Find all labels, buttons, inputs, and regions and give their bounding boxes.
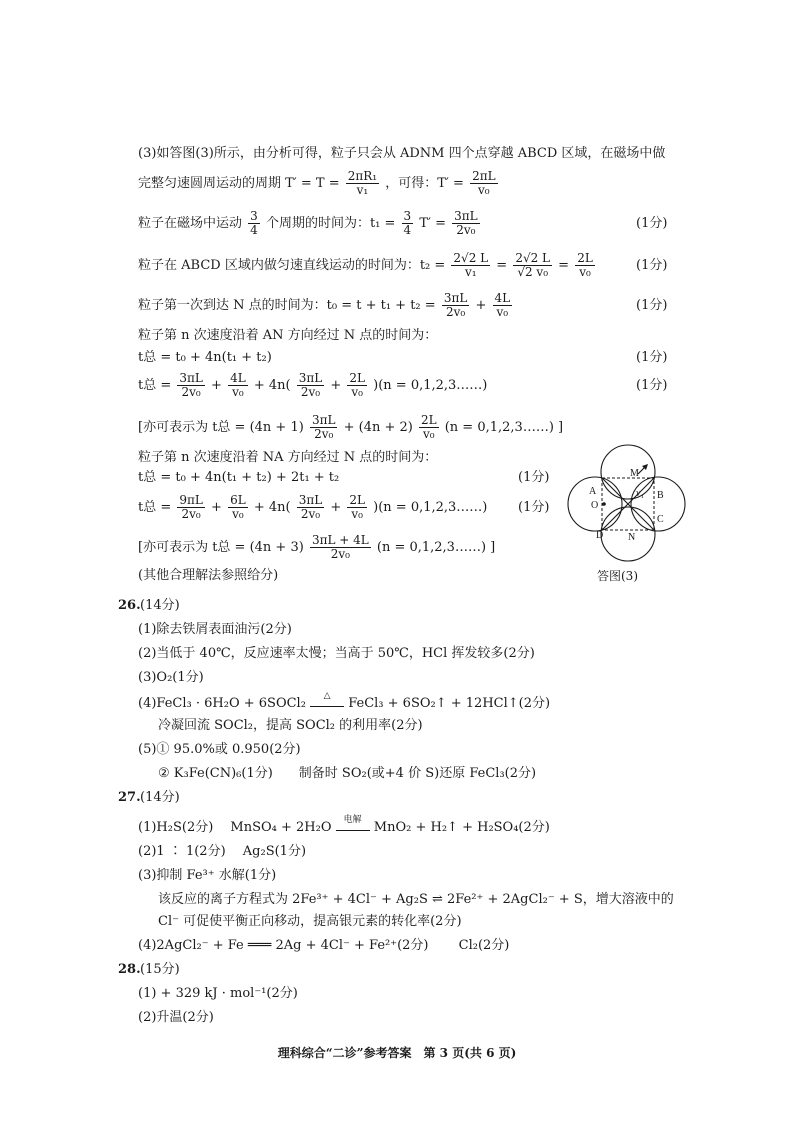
score: (1分) bbox=[636, 258, 668, 273]
q28-head: (15分) bbox=[140, 962, 180, 977]
q25-line-4: 粒子在 ABCD 区域内做匀速直线运动的时间为：t₂ = $\frac{2√2 L}{\text{v₁}}$ = $\frac{2√2 L}{\text{√2 v₀}}$ = $\frac{2L}{\text{v₀}}$ bbox=[138, 251, 593, 279]
q25-line-12: t总 = $\frac{9\pi L}{\text{2v₀}}$ + $\frac{6L}{\text{v₀}}$ + 4n( $\frac{3\pi L}{\text{2v₀}}$ + $\frac{2L}{\text{v₀}}$ )(n = 0,1,2,3……) bbox=[138, 493, 488, 521]
q27-answer-3b: 该反应的离子方程式为 2Fe³⁺ + 4Cl⁻ + Ag₂S ⇌ 2Fe²⁺ + 2AgCl₂⁻ + S，增大溶液中的 bbox=[158, 892, 674, 907]
score: (1分) bbox=[636, 216, 668, 231]
q26-answer-2: (2)当低于 40℃，反应速率太慢；当高于 50℃，HCl 挥发较多(2分) bbox=[138, 646, 535, 661]
q27-answer-1: (1)H₂S(2分) MnSO₄ + 2H₂O 电解 MnO₂ + H₂↑ + H₂SO₄(2分) bbox=[138, 815, 550, 835]
fraction: $\frac{2L}{\text{v₀}}$ bbox=[577, 251, 593, 279]
q26-answer-5a: (5)① 95.0%或 0.950(2分) bbox=[138, 742, 301, 757]
q26-head: (14分) bbox=[140, 598, 180, 613]
q26-answer-1: (1)除去铁屑表面油污(2分) bbox=[138, 622, 292, 637]
score: (1分) bbox=[636, 350, 668, 365]
q25-line-13: [亦可表示为 t总 = (4n + 3) $\frac{3\pi L + 4L}{\text{2v₀}}$ (n = 0,1,2,3……) ] bbox=[138, 533, 496, 561]
fraction: $\frac{2L}{\text{v₀}}$ bbox=[349, 371, 366, 399]
center-point bbox=[602, 502, 606, 506]
score: (1分) bbox=[636, 298, 668, 313]
q25-line-5: 粒子第一次到达 N 点的时间为：t₀ = t + t₁ + t₂ = $\frac{3\pi L}{\text{2v₀}}$ + $\frac{4L}{\text{v₀}}$ bbox=[138, 291, 511, 319]
fraction: $\frac{2\pi L}{\text{v₀}}$ bbox=[472, 169, 496, 197]
fraction: $\frac{2L}{\text{v₀}}$ bbox=[420, 413, 437, 441]
score: (1分) bbox=[518, 500, 550, 515]
q28-answer-2: (2)升温(2分) bbox=[138, 1010, 214, 1025]
answer-figure-3 bbox=[558, 444, 698, 562]
label-C: C bbox=[657, 514, 664, 525]
q26-answer-5b: ② K₃Fe(CN)₆(1分) 制备时 SO₂(或+4 价 S)还原 FeCl₃(2分) bbox=[158, 766, 537, 781]
question-number-27: 27. bbox=[118, 790, 141, 805]
label-N: N bbox=[628, 532, 636, 543]
q25-line-8: t总 = $\frac{3\pi L}{\text{2v₀}}$ + $\frac{4L}{\text{v₀}}$ + 4n( $\frac{3\pi L}{\text{2v₀}}$ + $\frac{2L}{\text{v₀}}$ )(n = 0,1,2,3……) bbox=[138, 371, 488, 399]
q28-answer-1: (1) + 329 kJ · mol⁻¹(2分) bbox=[138, 986, 298, 1001]
q25-line-2: 完整匀速圆周运动的周期 T′ = T = $\frac{\text{2πR₁}}{\text{v₁}}$ ，可得：T′ = $\frac{2\pi L}{\text{v₀}}$ bbox=[138, 169, 496, 197]
label-B: B bbox=[657, 490, 664, 501]
q27-answer-2: (2)1 ∶ 1(2分) Ag₂S(1分) bbox=[138, 844, 307, 859]
score: (1分) bbox=[636, 378, 668, 393]
fraction: $\frac{3\pi L}{\text{2v₀}}$ bbox=[454, 209, 478, 237]
label-A: A bbox=[589, 486, 597, 497]
fraction: $\frac{3}{4}$ bbox=[403, 209, 412, 237]
q25-line-1: (3)如答图(3)所示，由分析可得，粒子只会从 ADNM 四个点穿越 ABCD 区域，在磁场中做 bbox=[138, 146, 666, 161]
fraction: $\frac{4L}{\text{v₀}}$ bbox=[230, 371, 246, 399]
reaction-arrow: 电解 bbox=[336, 822, 370, 831]
figure-caption: 答图(3) bbox=[597, 569, 638, 583]
q25-line-6: 粒子第 n 次速度沿着 AN 方向经过 N 点的时间为： bbox=[138, 328, 438, 343]
label-D: D bbox=[596, 530, 604, 541]
label-M: M bbox=[630, 468, 639, 479]
fraction: $\frac{2√2 L}{\text{v₁}}$ bbox=[453, 251, 489, 279]
fraction: $\frac{6L}{\text{v₀}}$ bbox=[230, 493, 246, 521]
fraction: $\frac{3\pi L}{\text{2v₀}}$ bbox=[179, 371, 203, 399]
q25-line-7: t总 = t₀ + 4n(t₁ + t₂) bbox=[138, 350, 272, 365]
reaction-arrow: △ bbox=[310, 698, 344, 707]
score: (1分) bbox=[518, 470, 550, 485]
fraction: $\frac{4L}{\text{v₀}}$ bbox=[494, 291, 511, 319]
fraction: $\frac{3\pi L}{\text{2v₀}}$ bbox=[298, 371, 323, 399]
fraction: $\frac{3\pi L}{\text{2v₀}}$ bbox=[298, 493, 323, 521]
q27-answer-4: (4)2AgCl₂⁻ + Fe ═══ 2Ag + 4Cl⁻ + Fe²⁺(2分) Cl₂(2分) bbox=[138, 938, 510, 953]
fraction: $\frac{2√2 L}{\text{√2 v₀}}$ bbox=[515, 251, 551, 279]
q25-line-3: 粒子在磁场中运动 $\frac{3}{4}$ 个周期的时间为：t₁ = $\frac{3}{4}$ T′ = $\frac{3\pi L}{\text{2v₀}}$ bbox=[138, 209, 478, 237]
fraction: $\frac{3\pi L + 4L}{\text{2v₀}}$ bbox=[311, 533, 369, 561]
q26-answer-4b: 冷凝回流 SOCl₂，提高 SOCl₂ 的利用率(2分) bbox=[158, 718, 423, 733]
fraction: $\frac{3\pi L}{\text{2v₀}}$ bbox=[311, 413, 336, 441]
q27-answer-3c: Cl⁻ 可促使平衡正向移动，提高银元素的转化率(2分) bbox=[158, 914, 462, 929]
fraction: $\frac{3\pi L}{\text{2v₀}}$ bbox=[443, 291, 468, 319]
fraction: $\frac{3}{4}$ bbox=[250, 209, 258, 237]
label-O: O bbox=[591, 500, 599, 511]
question-number-26: 26. bbox=[118, 598, 141, 613]
q26-answer-3: (3)O₂(1分) bbox=[138, 670, 204, 685]
label-v1: v₁ bbox=[636, 488, 644, 499]
page-footer: 理科综合“二诊”参考答案 第 3 页(共 6 页) bbox=[277, 1046, 517, 1060]
fraction: $\frac{\text{2πR₁}}{\text{v₁}}$ bbox=[347, 169, 378, 197]
question-number-28: 28. bbox=[118, 962, 141, 977]
circle-top bbox=[601, 445, 655, 499]
q27-head: (14分) bbox=[140, 790, 180, 805]
q25-line-10: 粒子第 n 次速度沿着 NA 方向经过 N 点的时间为： bbox=[138, 450, 438, 465]
q26-answer-4: (4)FeCl₃ · 6H₂O + 6SOCl₂ △ FeCl₃ + 6SO₂↑ + 12HCl↑(2分) bbox=[138, 691, 551, 711]
q25-line-14: (其他合理解法参照给分) bbox=[138, 568, 279, 583]
fraction: $\frac{2L}{\text{v₀}}$ bbox=[349, 493, 366, 521]
q27-answer-3: (3)抑制 Fe³⁺ 水解(1分) bbox=[138, 868, 277, 883]
q25-line-9: [亦可表示为 t总 = (4n + 1) $\frac{3\pi L}{\text{2v₀}}$ + (4n + 2) $\frac{2L}{\text{v₀}}$ (n = 0,1,2,3……) ] bbox=[138, 413, 564, 441]
fraction: $\frac{9\pi L}{\text{2v₀}}$ bbox=[179, 493, 203, 521]
q25-line-11: t总 = t₀ + 4n(t₁ + t₂) + 2t₁ + t₂ bbox=[138, 470, 340, 485]
